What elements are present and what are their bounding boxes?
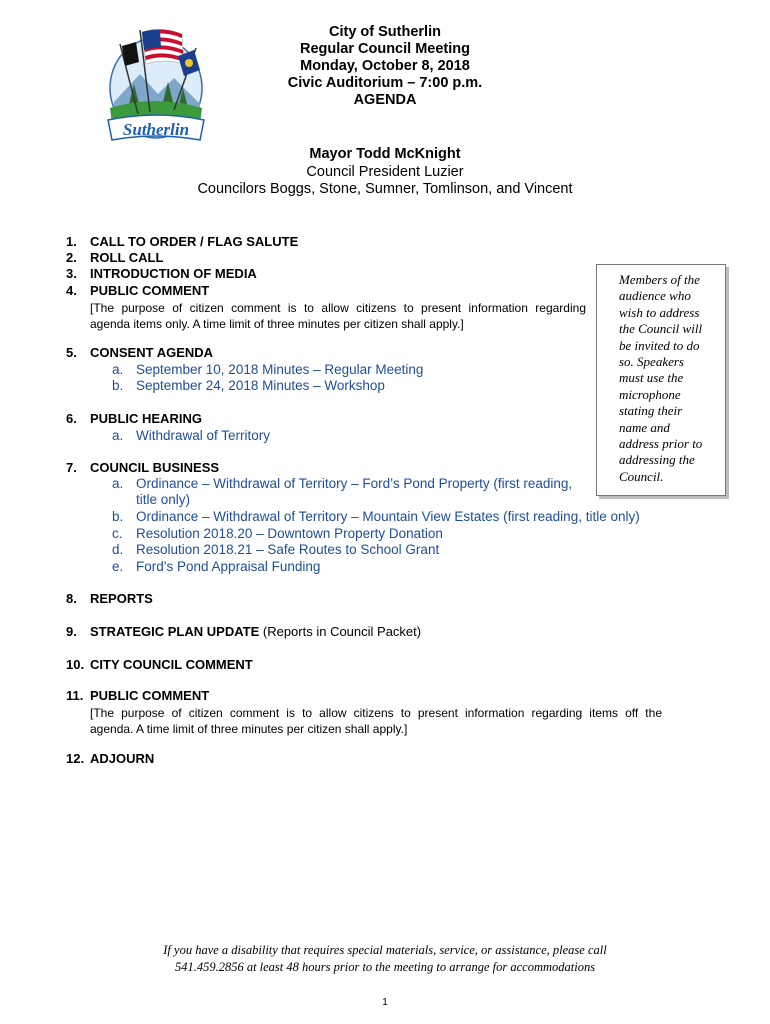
item-number: 1.	[66, 234, 77, 249]
header-city: City of Sutherlin	[329, 24, 441, 40]
item-label: CONSENT AGENDA	[90, 345, 214, 360]
callout-line: Council.	[619, 468, 664, 484]
sub-text: September 24, 2018 Minutes – Workshop	[136, 378, 385, 393]
item-label	[90, 624, 421, 640]
callout-line: must use the	[619, 370, 684, 386]
logo-text: Sutherlin	[122, 120, 190, 139]
item-number: 4.	[66, 283, 77, 298]
sub-text: September 10, 2018 Minutes – Regular Meeting	[136, 362, 424, 377]
item-label: PUBLIC HEARING	[90, 411, 202, 426]
item-number: 12.	[66, 751, 85, 766]
item-label: CITY COUNCIL COMMENT	[90, 657, 253, 672]
item-label-text: STRATEGIC PLAN UPDATE	[90, 624, 260, 639]
sub-letter: c.	[112, 526, 123, 541]
item-number: 8.	[66, 591, 77, 606]
item-number: 2.	[66, 250, 77, 265]
callout-line: name and	[619, 419, 670, 435]
meeting-header	[150, 24, 620, 109]
item-number: 5.	[66, 345, 77, 360]
mayor-name: Mayor Todd McKnight	[309, 146, 461, 162]
sub-text: Ordinance – Withdrawal of Territory – Ford’s Pond Property (first reading,	[136, 476, 573, 491]
item-label: PUBLIC COMMENT	[90, 283, 210, 298]
sub-letter: e.	[112, 559, 124, 574]
callout-line: microphone	[619, 386, 681, 402]
officials-block	[140, 146, 630, 199]
sub-letter: a.	[112, 428, 124, 443]
item-number: 11.	[66, 688, 84, 703]
item-label: CALL TO ORDER / FLAG SALUTE	[90, 234, 299, 249]
logo-tagline: · · · · · · ·	[176, 140, 188, 144]
callout-line: wish to address	[619, 304, 700, 320]
sub-text: Resolution 2018.21 – Safe Routes to School Grant	[136, 542, 440, 557]
item-label: COUNCIL BUSINESS	[90, 460, 220, 475]
callout-line: audience who	[619, 288, 691, 304]
item-number: 3.	[66, 266, 77, 281]
callout-line: Members of the	[619, 272, 700, 287]
sub-letter: a.	[112, 476, 124, 491]
item-label-suffix: (Reports in Council Packet)	[262, 624, 422, 639]
item-number: 10.	[66, 657, 85, 672]
callout-line: address prior to	[619, 436, 703, 452]
sub-letter: b.	[112, 378, 124, 393]
header-meeting: Regular Council Meeting	[300, 41, 470, 57]
sub-letter: b.	[112, 509, 124, 524]
note-line: agenda. A time limit of three minutes per citizen shall apply.]	[90, 722, 408, 736]
sub-text: Ford’s Pond Appraisal Funding	[136, 559, 321, 574]
callout-line: be invited to do	[619, 337, 700, 353]
header-agenda: AGENDA	[353, 92, 417, 108]
item-label: INTRODUCTION OF MEDIA	[90, 266, 257, 281]
item-label: ROLL CALL	[90, 250, 164, 265]
sub-text: Ordinance – Withdrawal of Territory – Mountain View Estates (first reading, title only)	[136, 509, 640, 524]
callout-line: so. Speakers	[619, 354, 684, 370]
council-president: Council President Luzier	[306, 163, 464, 180]
councilors: Councilors Boggs, Stone, Sumner, Tomlinson, and Vincent	[197, 181, 573, 197]
sub-letter: a.	[112, 362, 124, 377]
footer-line: If you have a disability that requires special materials, service, or assistance, please call	[163, 943, 607, 957]
accessibility-footer	[120, 942, 650, 976]
item-number: 6.	[66, 411, 77, 426]
sub-letter: d.	[112, 542, 124, 557]
note-line: [The purpose of citizen comment is to allow citizens to present information regarding items off the	[90, 706, 662, 720]
sub-text: Resolution 2018.20 – Downtown Property Donation	[136, 526, 443, 541]
item-label: PUBLIC COMMENT	[90, 688, 210, 703]
sub-text: title only)	[136, 492, 191, 507]
header-location: Civic Auditorium – 7:00 p.m.	[287, 75, 483, 91]
callout-line: the Council will	[619, 321, 703, 337]
item-label: ADJOURN	[90, 751, 155, 766]
callout-line: stating their	[619, 403, 683, 419]
page-number: 1	[382, 997, 388, 1008]
note-line: agenda items only. A time limit of three minutes per citizen shall apply.]	[90, 317, 464, 331]
item-number: 7.	[66, 460, 77, 475]
footer-line: 541.459.2856 at least 48 hours prior to the meeting to arrange for accommodations	[174, 960, 596, 974]
item-label: REPORTS	[90, 591, 153, 606]
note-line: [The purpose of citizen comment is to allow citizens to present information regarding	[90, 301, 586, 315]
sub-text: Withdrawal of Territory	[136, 428, 271, 443]
header-date: Monday, October 8, 2018	[300, 58, 470, 74]
public-comment-note-2	[90, 705, 662, 737]
audience-callout	[596, 264, 726, 496]
callout-line: addressing the	[619, 452, 695, 468]
public-comment-note	[90, 300, 586, 332]
item-number: 9.	[66, 624, 77, 639]
